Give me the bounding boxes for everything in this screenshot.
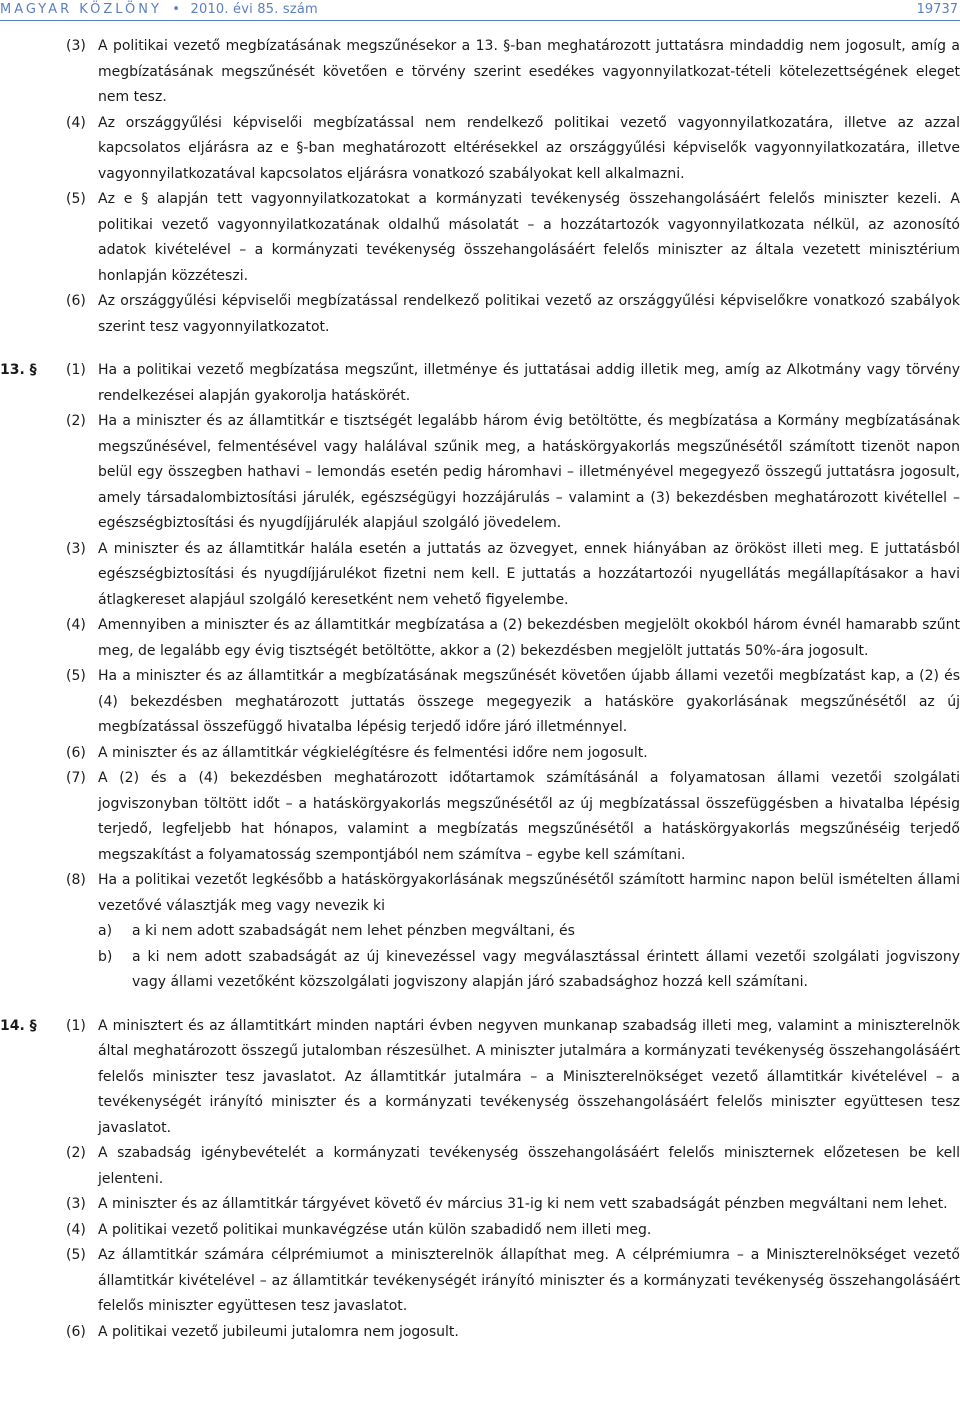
paragraph-number: (6) bbox=[66, 1323, 86, 1340]
list-item bbox=[0, 919, 960, 945]
paragraph-number: (1) bbox=[66, 1017, 86, 1034]
paragraph-text: Ha a miniszter és az államtitkár e tisztségét legalább három évig betöltötte, és megbízatása a Kormány megbízatásának megszűnésével, felmentésével vagy halálával szűnik meg, a hatáskörgyakorlás megszűnésétől számított tizenöt napon belül egy összegben hathavi – lemondás esetén pedig háromhavi – illetményével megegyező összegű juttatásra jogosult, amely társadalombiztosítási járulék, egészségügyi hozzájárulás – valamint a (3) bekezdésben meghatározott kivétellel – egészségbiztosítási és nyugdíjjárulék alapjául szolgáló jövedelem. bbox=[98, 413, 960, 531]
paragraph-text: Amennyiben a miniszter és az államtitkár megbízatása a (2) bekezdésben megjelölt okokból három évnél hamarabb szűnt meg, de legalább egy évig tisztségét betöltötte, akkor a (2) bekezdésben megjelölt juttatás 50%-ára jogosult. bbox=[98, 617, 960, 659]
paragraph-text: Az e § alapján tett vagyonnyilatkozatokat a kormányzati tevékenység összehangolásáért felelős miniszter kezeli. A politikai vezető vagyonnyilatkozatának oldalhű másolatát – a hozzátartozók vagyonnyilatkozata nélkül, az azonosító adatok kivételével – a kormányzati tevékenység összehangolásáért felelős miniszter az általa vezetett minisztérium honlapján közzéteszi. bbox=[98, 191, 960, 284]
document-body bbox=[0, 34, 960, 1345]
paragraph-text: A politikai vezető megbízatásának megszűnésekor a 13. §-ban meghatározott juttatásra mindaddig nem jogosult, amíg a megbízatásának megszűnését követően e törvény szerint esedékes vagyonnyilatkozat-tételi kötelezettségének eleget nem tesz. bbox=[98, 38, 960, 105]
paragraph-number: (6) bbox=[66, 293, 86, 309]
paragraph-number: (3) bbox=[66, 1196, 86, 1212]
list-item bbox=[0, 945, 960, 996]
paragraph-number: (5) bbox=[66, 191, 86, 207]
paragraph-number: (7) bbox=[66, 770, 86, 786]
paragraph-number: (1) bbox=[66, 362, 86, 378]
page-number: 19737 bbox=[916, 2, 958, 17]
paragraph-number: (2) bbox=[66, 1145, 86, 1161]
paragraph-number: (4) bbox=[66, 114, 86, 131]
journal-title: MAGYAR KÖZLÖNY bbox=[0, 2, 162, 17]
paragraph-text: A miniszter és az államtitkár halála esetén a juttatás az özvegyet, ennek hiányában az örököst illeti meg. E juttatásból egészségbiztosítási és nyugdíjjárulékot fizetni nem kell. E juttatás a hozzátartozói nyugellátás megállapításakor a havi átlagkereset alapjául szolgáló keresetként nem vehető figyelembe. bbox=[98, 540, 960, 608]
paragraph-number: (5) bbox=[66, 1247, 86, 1263]
paragraph-text: A szabadság igénybevételét a kormányzati tevékenység összehangolásáért felelős miniszternek előzetesen be kell jelenteni. bbox=[98, 1145, 960, 1187]
paragraph-text: Az országgyűlési képviselői megbízatással rendelkező politikai vezető az országgyűlési képviselőkre vonatkozó szabályok szerint tesz vagyonnyilatkozatot. bbox=[98, 293, 960, 335]
paragraph bbox=[0, 1141, 960, 1192]
paragraph-number: (4) bbox=[66, 1221, 86, 1238]
paragraph bbox=[0, 1192, 960, 1218]
paragraph-number: (3) bbox=[66, 38, 86, 54]
paragraph-text: Ha a miniszter és az államtitkár a megbízatásának megszűnését követően újabb állami vezetői megbízatást kap, a (2) és (4) bekezdésben meghatározott juttatás összege megegyezik a hatásköre gyakorlásának megszűnésétől az új megbízatással összefüggő hivatalba lépésig terjedő időre járó illetménnyel. bbox=[98, 668, 960, 735]
paragraph bbox=[0, 664, 960, 741]
paragraph bbox=[0, 34, 960, 111]
page-header bbox=[0, 0, 960, 22]
paragraph-text: A politikai vezető politikai munkavégzése után külön szabadidő nem illeti meg. bbox=[98, 1221, 652, 1238]
paragraph-text: A miniszter és az államtitkár tárgyévet követő év március 31-ig ki nem vett szabadságát pénzben megváltani nem lehet. bbox=[98, 1196, 948, 1212]
paragraph-text: Az országgyűlési képviselői megbízatással nem rendelkező politikai vezető vagyonnyilatkozatára, illetve az azzal kapcsolatos eljárásra az e §-ban meghatározott eltérésekkel az országgyűlési képviselők vagyonnyilatkozatára, illetve vagyonnyilatkozatával kapcsolatos eljárásra vonatkozó szabályokat kell alkalmazni. bbox=[98, 114, 960, 182]
paragraph bbox=[0, 537, 960, 614]
paragraph bbox=[0, 766, 960, 868]
paragraph-text: Ha a politikai vezetőt legkésőbb a hatáskörgyakorlásának megszűnésétől számított harminc napon belül ismételten állami vezetővé választják meg vagy nevezik ki bbox=[98, 872, 960, 914]
paragraph bbox=[0, 1218, 960, 1244]
paragraph-number: (5) bbox=[66, 668, 86, 684]
paragraph-text: A politikai vezető jubileumi jutalomra nem jogosult. bbox=[98, 1323, 459, 1340]
paragraph-text: Az államtitkár számára célprémiumot a miniszterelnök állapíthat meg. A célprémiumra – a Miniszterelnökséget vezető államtitkár kivételével – az államtitkár tevékenységét irányító miniszter és a kormányzati tevékenység összehangolásáért felelős miniszter együttesen tesz javaslatot. bbox=[98, 1247, 960, 1314]
paragraph bbox=[0, 741, 960, 767]
header-rule bbox=[0, 20, 960, 21]
section-number: 13. § bbox=[0, 362, 37, 378]
paragraph bbox=[0, 613, 960, 664]
paragraph bbox=[0, 111, 960, 188]
list-item-text: a ki nem adott szabadságát nem lehet pénzben megváltani, és bbox=[132, 923, 575, 939]
paragraph-number: (8) bbox=[66, 872, 86, 888]
paragraph bbox=[0, 868, 960, 919]
paragraph-number: (3) bbox=[66, 540, 86, 557]
header-bullet: • bbox=[172, 2, 181, 17]
section-number: 14. § bbox=[0, 1017, 37, 1034]
paragraph-text: Ha a politikai vezető megbízatása megszűnt, illetménye és juttatásai addig illetik meg, amíg az Alkotmány vagy törvény rendelkezései alapján gyakorolja hatáskörét. bbox=[98, 362, 960, 404]
paragraph bbox=[0, 1243, 960, 1320]
issue-label: 2010. évi 85. szám bbox=[190, 2, 318, 17]
paragraph-text: A minisztert és az államtitkárt minden naptári évben negyven munkanap szabadság illeti meg, valamint a miniszterelnök által meghatározott összegű jutalomban részesülhet. A miniszter jutalmára a kormányzati tevékenység összehangolásáért felelős miniszter tesz javaslatot. Az államtitkár jutalmára – a Miniszterelnökséget vezető államtitkár kivételével – a tevékenységét irányító miniszter és a kormányzati tevékenység összehangolásáért felelős miniszter együttesen tesz javaslatot. bbox=[98, 1017, 960, 1136]
section-13-first-paragraph bbox=[0, 358, 960, 409]
paragraph-number: (6) bbox=[66, 744, 86, 761]
list-item-text: a ki nem adott szabadságát az új kinevezéssel vagy megválasztással érintett állami vezetői szolgálati jogviszony vagy állami vezetőként közszolgálati jogviszony alapján járó szabadsághoz hozzá kell számítani. bbox=[132, 948, 960, 990]
paragraph bbox=[0, 1320, 960, 1346]
section-14-first-paragraph bbox=[0, 1014, 960, 1142]
paragraph bbox=[0, 187, 960, 289]
paragraph bbox=[0, 409, 960, 537]
paragraph-number: (4) bbox=[66, 617, 86, 633]
paragraph-text: A miniszter és az államtitkár végkielégítésre és felmentési időre nem jogosult. bbox=[98, 744, 648, 761]
list-item-letter: b) bbox=[98, 948, 113, 965]
paragraph-text: A (2) és a (4) bekezdésben meghatározott időtartamok számításánál a folyamatosan állami vezetői szolgálati jogviszonyban töltött időt – a hatáskörgyakorlás megszűnésétől az új megbízatással összefüggésben a hivatalba lépésig terjedő, legfeljebb hat hónapos, valamint a megbízatás megszűnésétől a hatáskörgyakorlás megszűnéséig terjedő megszakítást a folyamatosság szempontjából nem számítva – egybe kell számítani. bbox=[98, 770, 960, 863]
journal-header-left bbox=[0, 2, 318, 17]
list-item-letter: a) bbox=[98, 923, 113, 939]
paragraph bbox=[0, 289, 960, 340]
paragraph-number: (2) bbox=[66, 413, 86, 429]
